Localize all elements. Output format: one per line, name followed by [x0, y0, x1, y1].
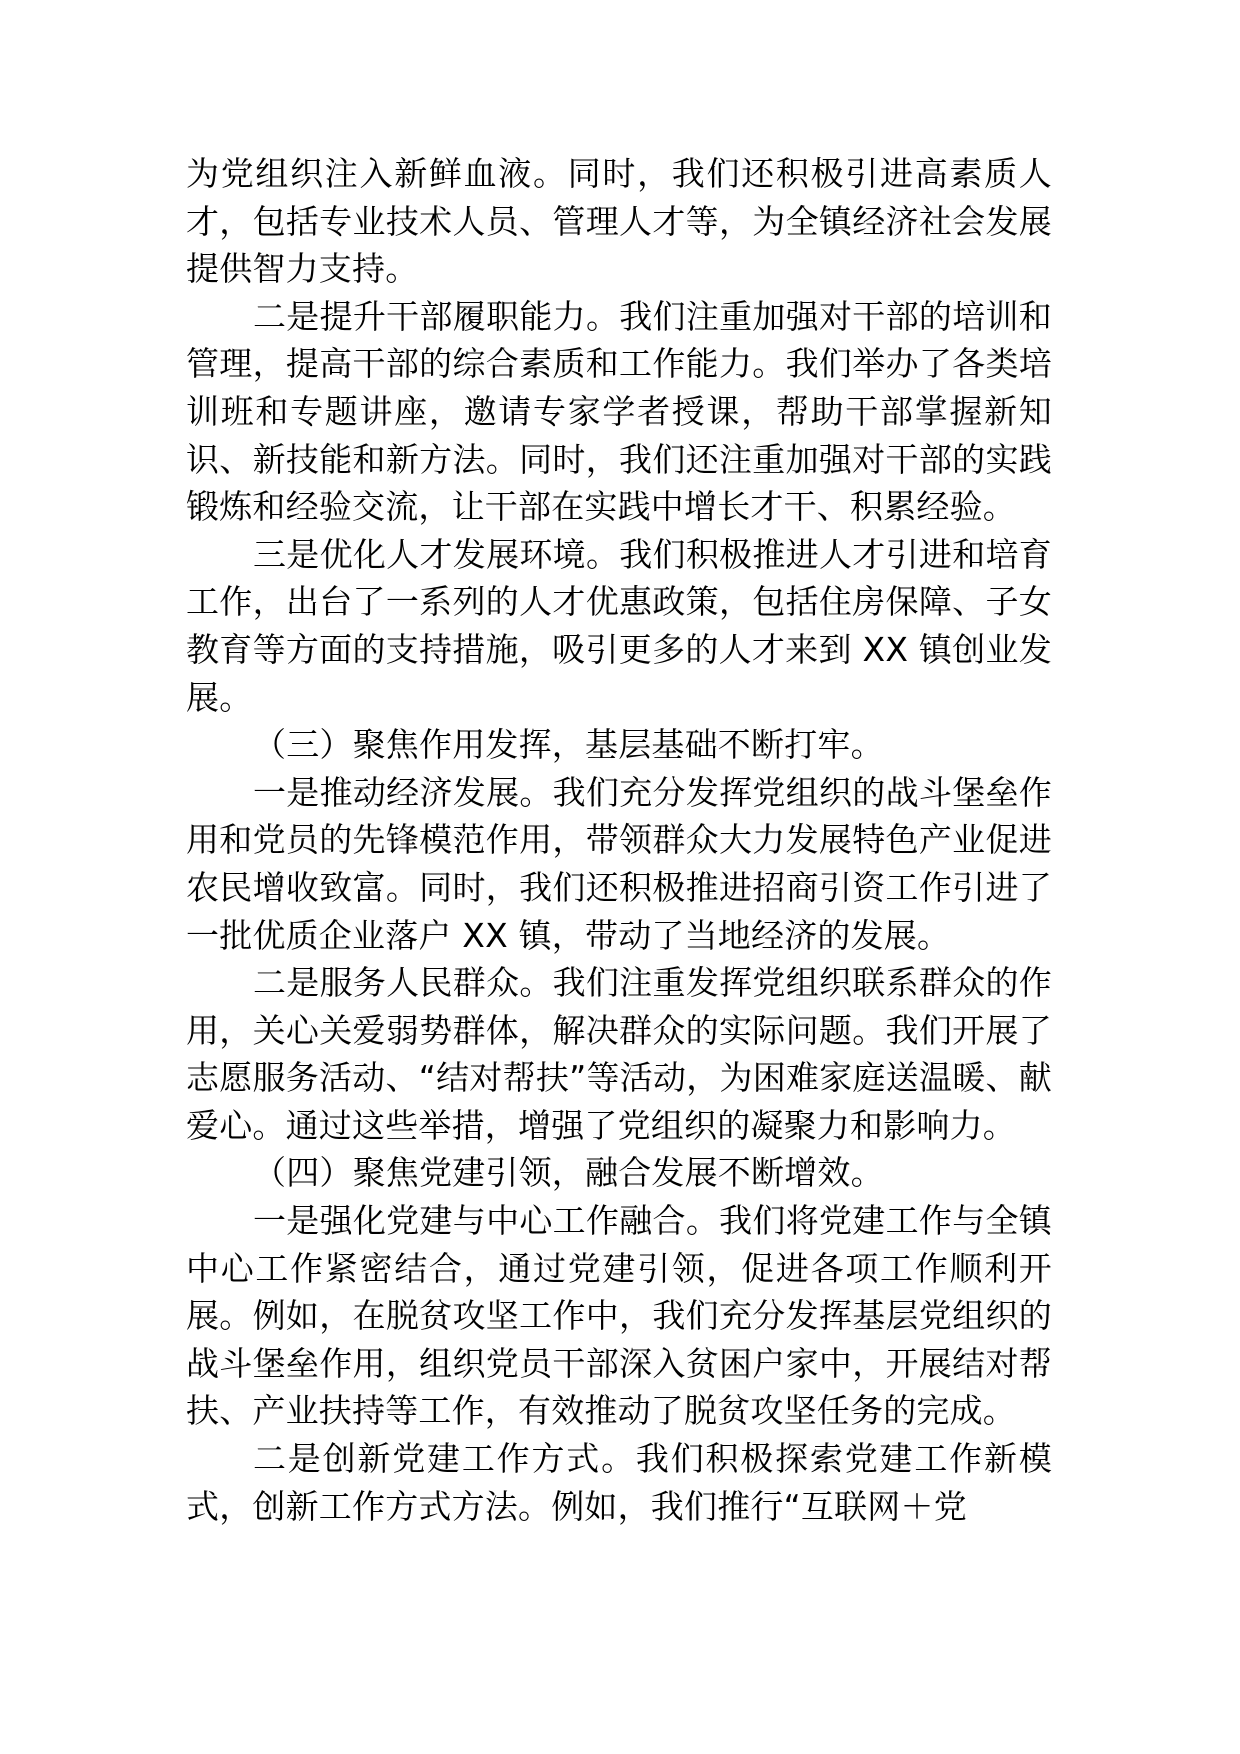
paragraph-serve-people: 二是服务人民群众。我们注重发挥党组织联系群众的作用，关心关爱弱势群体，解决群众的实际问题。我们开展了志愿服务活动、“结对帮扶”等活动，为困难家庭送温暖、献爱心。通过这些举措，增强了党组织的凝聚力和影响力。 [186, 963, 1052, 1145]
section-heading-3: （三）聚焦作用发挥，基层基础不断打牢。 [253, 725, 884, 765]
paragraph-innovate-methods: 二是创新党建工作方式。我们积极探索党建工作新模式，创新工作方式方法。例如，我们推行“互联网＋党 [186, 1439, 1052, 1526]
paragraph-economic-development: 一是推动经济发展。我们充分发挥党组织的战斗堡垒作用和党员的先锋模范作用，带领群众大力发展特色产业促进农民增收致富。同时，我们还积极推进招商引资工作引进了一批优质企业落户 XX 镇，带动了当地经济的发展。 [186, 772, 1052, 955]
document-body [186, 150, 1052, 1530]
section-heading-4: （四）聚焦党建引领，融合发展不断增效。 [253, 1153, 884, 1193]
paragraph-cadre-capability: 二是提升干部履职能力。我们注重加强对干部的培训和管理，提高干部的综合素质和工作能力。我们举办了各类培训班和专题讲座，邀请专家学者授课，帮助干部掌握新知识、新技能和新方法。同时，我们还注重加强对干部的实践锻炼和经验交流，让干部在实践中增长才干、积累经验。 [186, 296, 1052, 527]
paragraph-party-building-integration: 一是强化党建与中心工作融合。我们将党建工作与全镇中心工作紧密结合，通过党建引领，促进各项工作顺利开展。例如，在脱贫攻坚工作中，我们充分发挥基层党组织的战斗堡垒作用，组织党员干部深入贫困户家中，开展结对帮扶、产业扶持等工作，有效推动了脱贫攻坚任务的完成。 [186, 1201, 1052, 1431]
paragraph-continuation: 为党组织注入新鲜血液。同时，我们还积极引进高素质人才，包括专业技术人员、管理人才等，为全镇经济社会发展提供智力支持。 [186, 154, 1052, 289]
paragraph-talent-environment: 三是优化人才发展环境。我们积极推进人才引进和培育工作，出台了一系列的人才优惠政策，包括住房保障、子女教育等方面的支持措施，吸引更多的人才来到 XX 镇创业发展。 [186, 534, 1052, 717]
